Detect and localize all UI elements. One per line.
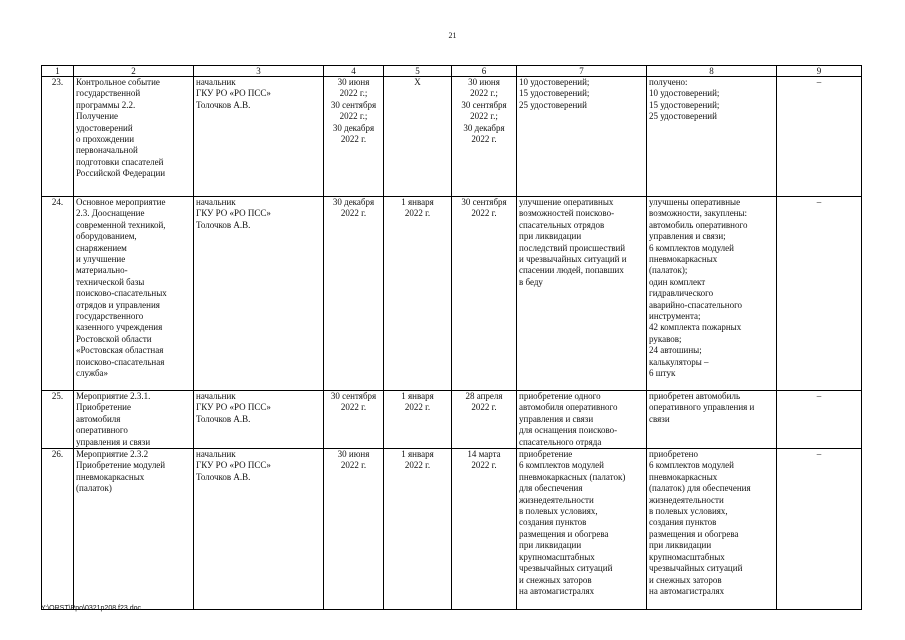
responsible-person: начальник ГКУ РО «РО ПСС» Толочков А.В. — [194, 197, 324, 391]
actual-end-date: 30 июня 2022 г.; 30 сентября 2022 г.; 30 декабря 2022 г. — [452, 77, 517, 197]
event-name: Мероприятие 2.3.1. Приобретение автомобиля оперативного управления и связи — [74, 391, 194, 449]
column-header: 8 — [647, 66, 777, 77]
actual-start-date: 1 января 2022 г. — [384, 449, 452, 610]
report-table — [41, 65, 862, 610]
table-header-row — [42, 66, 862, 77]
event-name: Контрольное событие государственной программы 2.2. Получение удостоверений о прохождении первоначальной подготовки спасателей Российской Федерации — [74, 77, 194, 197]
footer-file-path: Y:\ORST\Ppo\0321p208.f23.doc — [41, 605, 142, 612]
column-header: 6 — [452, 66, 517, 77]
column-header: 1 — [42, 66, 74, 77]
column-header: 4 — [324, 66, 384, 77]
column-header: 2 — [74, 66, 194, 77]
event-name: Основное мероприятие 2.3. Дооснащение современной техникой, оборудованием, снаряжением и улучшение материально- технической базы поисково-спасательных отрядов и управления государственного казенного учреждения Ростовской области «Ростовская областная поисково-спасательная служба» — [74, 197, 194, 391]
actual-start-date: Х — [384, 77, 452, 197]
actual-result: приобретено 6 комплектов модулей пневмокаркасных (палаток) для обеспечения жизнедеятельности в полевых условиях, создания пунктов размещения и обогрева при ликвидации крупномасштабных чрезвычайных ситуаций и снежных заторов на автомагистралях — [647, 449, 777, 610]
column-header: 3 — [194, 66, 324, 77]
planned-end-date: 30 декабря 2022 г. — [324, 197, 384, 391]
planned-result: улучшение оперативных возможностей поисково- спасательных отрядов при ликвидации последствий происшествий и чрезвычайных ситуаций и спасении людей, попавших в беду — [517, 197, 647, 391]
planned-result: 10 удостоверений; 15 удостоверений; 25 удостоверений — [517, 77, 647, 197]
table-row — [42, 391, 862, 449]
actual-end-date: 14 марта 2022 г. — [452, 449, 517, 610]
event-name: Мероприятие 2.3.2 Приобретение модулей пневмокаркасных (палаток) — [74, 449, 194, 610]
row-number: 23. — [42, 77, 74, 197]
page-number: 21 — [448, 31, 457, 40]
actual-start-date: 1 января 2022 г. — [384, 391, 452, 449]
responsible-person: начальник ГКУ РО «РО ПСС» Толочков А.В. — [194, 391, 324, 449]
actual-result: приобретен автомобиль оперативного управления и связи — [647, 391, 777, 449]
planned-end-date: 30 июня 2022 г.; 30 сентября 2022 г.; 30 декабря 2022 г. — [324, 77, 384, 197]
actual-end-date: 28 апреля 2022 г. — [452, 391, 517, 449]
column-header: 5 — [384, 66, 452, 77]
deviation-reason: – — [777, 391, 862, 449]
responsible-person: начальник ГКУ РО «РО ПСС» Толочков А.В. — [194, 449, 324, 610]
column-header: 7 — [517, 66, 647, 77]
row-number: 24. — [42, 197, 74, 391]
responsible-person: начальник ГКУ РО «РО ПСС» Толочков А.В. — [194, 77, 324, 197]
planned-end-date: 30 июня 2022 г. — [324, 449, 384, 610]
row-number: 26. — [42, 449, 74, 610]
row-number: 25. — [42, 391, 74, 449]
deviation-reason: – — [777, 449, 862, 610]
actual-start-date: 1 января 2022 г. — [384, 197, 452, 391]
table-row — [42, 197, 862, 391]
table-row — [42, 77, 862, 197]
planned-result: приобретение одного автомобиля оперативного управления и связи для оснащения поисково- спасательного отряда — [517, 391, 647, 449]
actual-result: получено: 10 удостоверений; 15 удостоверений; 25 удостоверений — [647, 77, 777, 197]
planned-end-date: 30 сентября 2022 г. — [324, 391, 384, 449]
planned-result: приобретение 6 комплектов модулей пневмокаркасных (палаток) для обеспечения жизнедеятельности в полевых условиях, создания пунктов размещения и обогрева при ликвидации крупномасштабных чрезвычайных ситуаций и снежных заторов на автомагистралях — [517, 449, 647, 610]
column-header: 9 — [777, 66, 862, 77]
actual-result: улучшены оперативные возможности, закуплены: автомобиль оперативного управления и связи; 6 комплектов модулей пневмокаркасных (палаток); один комплект гидравлического аварийно-спасательного инструмента; 42 комплекта пожарных рукавов; 24 автошины; калькуляторы – 6 штук — [647, 197, 777, 391]
actual-end-date: 30 сентября 2022 г. — [452, 197, 517, 391]
deviation-reason: – — [777, 77, 862, 197]
deviation-reason: – — [777, 197, 862, 391]
table-row — [42, 449, 862, 610]
